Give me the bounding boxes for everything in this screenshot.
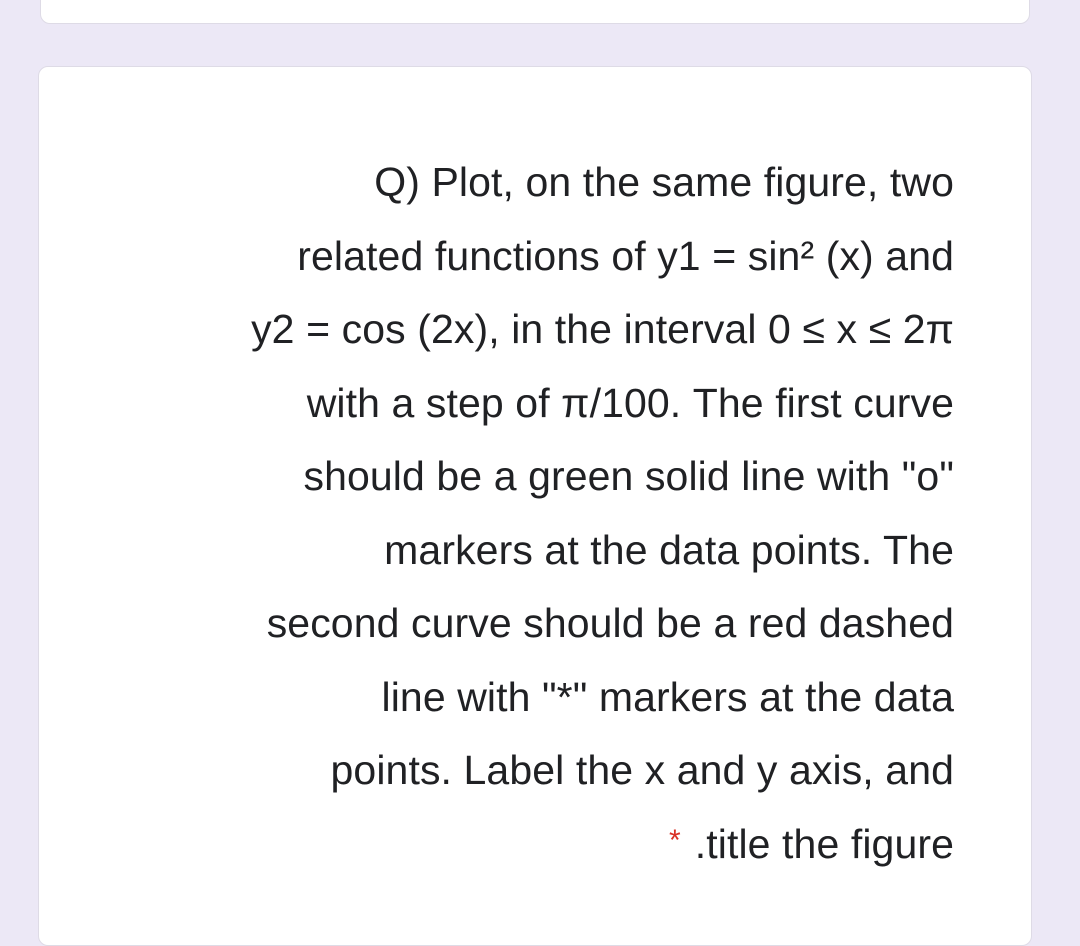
question-line: should be a green solid line with "o" (303, 453, 954, 499)
question-line: Q) Plot, on the same figure, two (374, 159, 954, 205)
question-line: with a step of π/100. The first curve (306, 379, 954, 426)
question-line: second curve should be a red dashed (266, 600, 954, 646)
question-text (94, 146, 954, 885)
question-line: y2 = cos (2x), in the interval 0 ≤ x ≤ 2π (251, 306, 954, 352)
question-line: line with "*" markers at the data (381, 673, 954, 720)
question-last-line (94, 808, 954, 886)
question-line: related functions of y1 = sin² (x) and (297, 232, 954, 279)
required-asterisk-icon: * (668, 823, 681, 857)
question-line-text: .title the figure (694, 820, 954, 867)
previous-question-card (40, 0, 1030, 24)
question-line: markers at the data points. The (384, 526, 954, 573)
question-line: points. Label the x and y axis, and (330, 747, 954, 793)
